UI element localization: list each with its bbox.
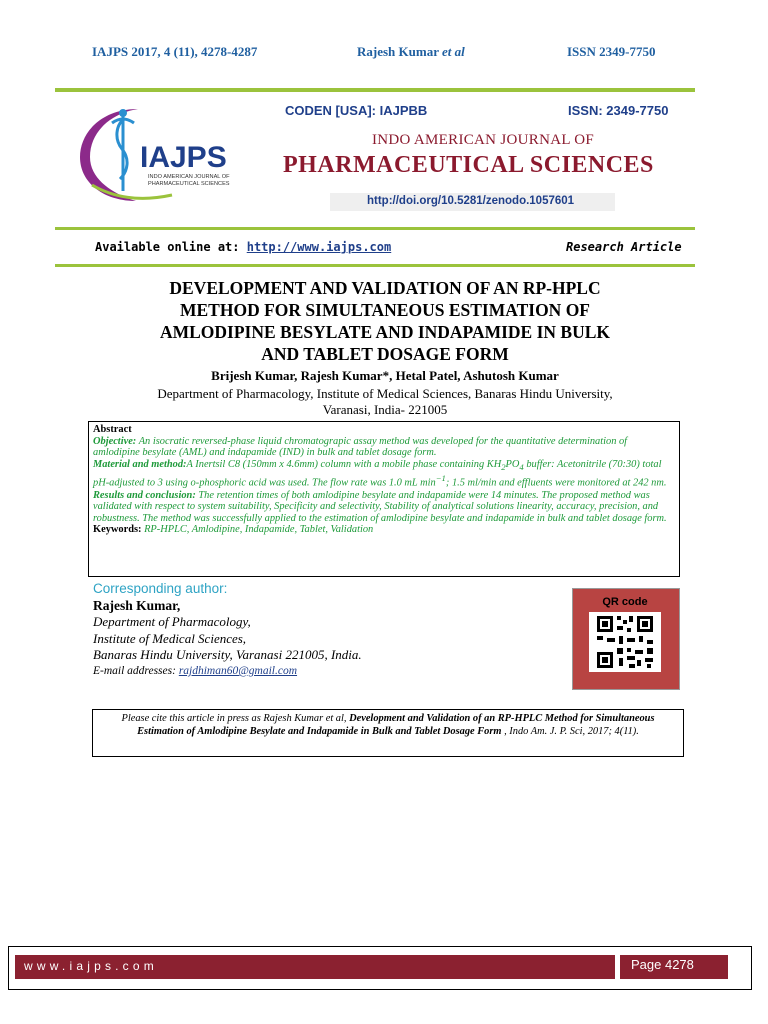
affiliation: Department of Pharmacology, Institute of Medical Sciences, Banaras Hindu University, Varanasi, India- 221005	[157, 386, 613, 417]
logo-wordmark: IAJPS	[140, 141, 227, 174]
journal-logo	[76, 105, 258, 205]
journal-subtitle: INDO AMERICAN JOURNAL OF	[372, 132, 595, 148]
title-line: AND TABLET DOSAGE FORM	[261, 344, 509, 364]
qr-label: QR code	[602, 596, 648, 608]
abstract-heading: Abstract	[93, 424, 132, 435]
abstract-objective: Objective: An isocratic reversed-phase liquid chromatograpic assay method was developed for the quantitative determination of amlodipine besylate (AML) and indapamide (IND) in bulk and tablet dosage form.	[93, 435, 628, 459]
masthead-divider	[55, 227, 695, 230]
citation-title: Development and Validation of an RP-HPLC Method for Simultaneous Estimation of Amlodipine Besylate and Indapamide in Bulk and Tablet Dosage Form	[137, 713, 655, 737]
page-number: Page 4278	[631, 957, 694, 972]
running-head-citation: IAJPS 2017, 4 (11), 4278-4287	[92, 44, 258, 59]
running-head	[92, 44, 692, 62]
running-head-issn: ISSN 2349-7750	[567, 44, 656, 59]
issn-masthead: ISSN: 2349-7750	[568, 103, 669, 118]
svg-text:PHARMACEUTICAL SCIENCES: PHARMACEUTICAL SCIENCES	[148, 181, 230, 187]
svg-text:INDO AMERICAN JOURNAL OF: INDO AMERICAN JOURNAL OF	[148, 174, 230, 180]
author-list: Brijesh Kumar, Rajesh Kumar*, Hetal Patel, Ashutosh Kumar	[211, 368, 559, 383]
abstract-keywords: Keywords: RP-HPLC, Amlodipine, Indapamide, Tablet, Validation	[93, 524, 374, 536]
availability-line	[95, 240, 391, 254]
abstract-method: Material and method:A Inertsil C8 (150mm x 4.6mm) column with a mobile phase containing $KH_2PO_4$ buffer: Acetonitrile (70:30) total pH-adjusted to 3 using o-phosphoric acid was used. The flow rate was 1.0 mL $\min^{-1}$; 1.5 ml/min and effluents were monitored at 242 nm.	[93, 458, 667, 489]
title-line: AMLODIPINE BESYLATE AND INDAPAMIDE IN BULK	[159, 322, 611, 342]
header-divider	[55, 88, 695, 92]
article-type: Research Article	[566, 240, 682, 254]
footer-url[interactable]: www.iajps.com	[24, 959, 158, 973]
citation-box	[92, 709, 684, 757]
corresponding-name: Rajesh Kumar,	[93, 598, 181, 613]
availability-label: Available online at:	[95, 240, 247, 254]
title-line: METHOD FOR SIMULTANEOUS ESTIMATION OF	[179, 300, 590, 320]
qr-code-icon[interactable]	[589, 612, 661, 672]
abstract-box	[88, 421, 680, 577]
title-divider	[55, 264, 695, 267]
journal-url-link[interactable]: http://www.iajps.com	[246, 240, 392, 254]
corresponding-email: E-mail addresses: rajdhiman60@gmail.com	[93, 665, 298, 677]
abstract-results: Results and conclusion: The retention times of both amlodipine besylate and indapamide were 14 minutes. The proposed method was validated with respect to system suitability, Specificity and selectivity, Stability of analytical solutions linearity, accuracy, precision, and robustness. The method was successfully applied to the estimation of amlodipine besylate and indapamide in bulk and tablet dosage form.	[93, 489, 667, 524]
article-title	[90, 277, 680, 365]
citation-suffix: , Indo Am. J. P. Sci, 2017; 4(11).	[501, 725, 639, 737]
running-head-author: Rajesh Kumar et al	[357, 44, 465, 59]
doi-link[interactable]: http://doi.org/10.5281/zenodo.1057601	[367, 195, 575, 207]
coden: CODEN [USA]: IAJPBB	[285, 103, 428, 118]
corresponding-heading: Corresponding author:	[93, 581, 228, 596]
corresponding-address: Department of Pharmacology, Institute of Medical Sciences, Banaras Hindu University, Varanasi 221005, India.	[93, 614, 362, 662]
citation-prefix: Please cite this article in press as Rajesh Kumar et al,	[121, 713, 350, 724]
journal-title: PHARMACEUTICAL SCIENCES	[283, 152, 654, 178]
email-link[interactable]: rajdhiman60@gmail.com	[178, 665, 298, 677]
title-line: DEVELOPMENT AND VALIDATION OF AN RP-HPLC	[169, 278, 601, 298]
